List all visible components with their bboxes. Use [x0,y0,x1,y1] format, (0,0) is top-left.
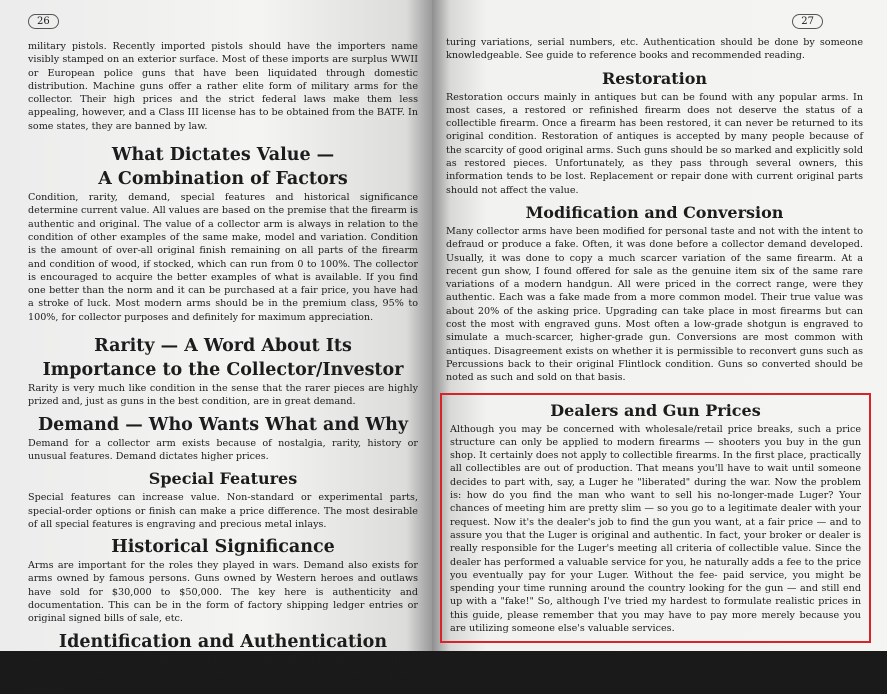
dealers-highlight-box [440,393,871,644]
restoration-paragraph: Restoration occurs mainly in antiques but can be found with any popular arms. In most cases, a restored or refinished firearm does not deserve the status of a collectible firearm. Once a firearm has been restored, it can never be returned to its original condition. Restoration of antiques is accepted by many people because of the scarcity of good original arms. Such guns should be so marked and explicitly sold as restored pieces. Unfortunately, as they pass through several owners, this information tends to be lost. Replacement or repair done with current original parts should not affect the value. [446,91,863,196]
heading-identification: Identification and Authentication [58,631,388,652]
heading-rarity-line-2: Importance to the Collector/Investor [42,360,404,381]
heading-modification: Modification and Conversion [525,202,784,222]
rarity-paragraph: Rarity is very much like condition in the sense that the rarer pieces are highly prized and, just as guns in the best condition, are in great demand. [28,383,418,408]
heading-value-line-1: What Dictates Value — [111,145,335,166]
page-number-left: 26 [28,14,59,29]
demand-paragraph: Demand for a collector arm exists because of nostalgia, rarity, history or unusual features. Demand dictates higher prices. [28,437,418,462]
heading-value-line-2: A Combination of Factors [98,169,348,190]
special-features-paragraph: Special features can increase value. Non-standard or experimental parts, special-order options or finish can make a price difference. The most desirable of all special features is engraving and precious metal inlays. [28,492,418,530]
heading-rarity-line-1: Rarity — A Word About Its [94,336,352,357]
identification-paragraph: Reference books are available on almost any firearm. They offer a wealth of information and can be used to help identify through component parts, manufac- [28,654,418,693]
right-page [432,0,887,651]
modification-paragraph: Many collector arms have been modified for personal taste and not with the intent to defraud or produce a fake. Often, it was done before a collector demand developed. Usually, it was done to copy a much scarcer variation of the same firearm. At a recent gun show, I found offered for sale as the genuine item six of the same rare variations of a modern handgun. All were priced in the correct range, were they authentic. Each was a fake made from a more common model. Their true value was about 20% of the asking price. Upgrading can take place in most firearms but can cost the most with engraved guns. Most often a low-grade shotgun is engraved to simulate a much-scarcer, higher-grade gun. Conversions are most common with antiques. Disagreement exists on whether it is permissible to reconvert guns such as Percussions back to their original Flintlock condition. Guns so converted should be noted as such and sold on that basis. [446,225,863,384]
page-number-right: 27 [792,14,823,29]
intro-paragraph-left: military pistols. Recently imported pistols should have the importers name visibly stamped on an exterior surface. Most of these imports are surplus WWII or European police guns that have been liquidated through domestic distribution. Machine guns offer a rather elite form of military arms for the collector. Their high prices and the strict federal laws make them less appealing, however, and a Class III license has to be obtained from the BATF. In some states, they are banned by law. [28,41,418,132]
heading-restoration: Restoration [601,68,708,88]
intro-paragraph-right: turing variations, serial numbers, etc. Authentication should be done by someone knowledgeable. See guide to reference books and recommended reading. [446,37,863,62]
value-paragraph: Condition, rarity, demand, special features and historical significance determine current value. All values are based on the premise that the firearm is authentic and original. The value of a collector arm is always in relation to the condition of other examples of the same make, model and variation. Condition is the amount of over-all original finish remaining on all parts of the firearm and condition of wood, if stocked, which can run from 0 to 100%. The collector is encouraged to acquire the better examples of what is available. If you find one better than the norm and it can be purchased at a fair price, you have had a stroke of luck. Most modern arms should be in the premium class, 95% to 100%, for collector purposes and definitely for maximum appreciation. [28,192,419,323]
heading-dealers: Dealers and Gun Prices [550,400,761,420]
dealers-paragraph: Although you may be concerned with wholesale/retail price breaks, such a price structure can only be applied to modern firearms — shooters you buy in the gun shop. It certainly does not apply to collectible firearms. In the first place, practically all collectibles are out of production. That means you'll have to wait until someone decides to part with, say, a Luger he "liberated" during the war. Now the problem is: how do you find the man who want to sell his no-longer-made Luger? Your chances of meeting him are pretty slim — so you go to a legitimate dealer with your request. Now it's the dealer's job to find the gun you want, at a fair price — and to assure you that the Luger is original and authentic. In fact, your broker or dealer is really responsible for the Luger's meeting all criteria of collectible value. Since the dealer has performed a valuable service for you, he naturally adds a fee to the price you eventually pay for your Luger. Without the fee- paid service, you might be spending your time running around the country looking for the gun — and still end up with a "fake!" So, although I've tried my hardest to formulate realistic prices in this guide, please remember that you may have to pay more merely because you are utilizing someone else's valuable services. [450,423,861,634]
heading-demand: Demand — Who Wants What and Why [37,414,408,435]
left-page [0,0,432,693]
heading-historical-significance: Historical Significance [111,537,335,558]
heading-special-features: Special Features [148,469,298,489]
historical-paragraph: Arms are important for the roles they played in wars. Demand also exists for arms owned by famous persons. Guns owned by Western heroes and outlaws have sold for $30,000 to $50,000. The key here is authenticity and documentation. This can be in the form of factory shipping ledger entries or original signed bills of sale, etc. [28,560,418,625]
